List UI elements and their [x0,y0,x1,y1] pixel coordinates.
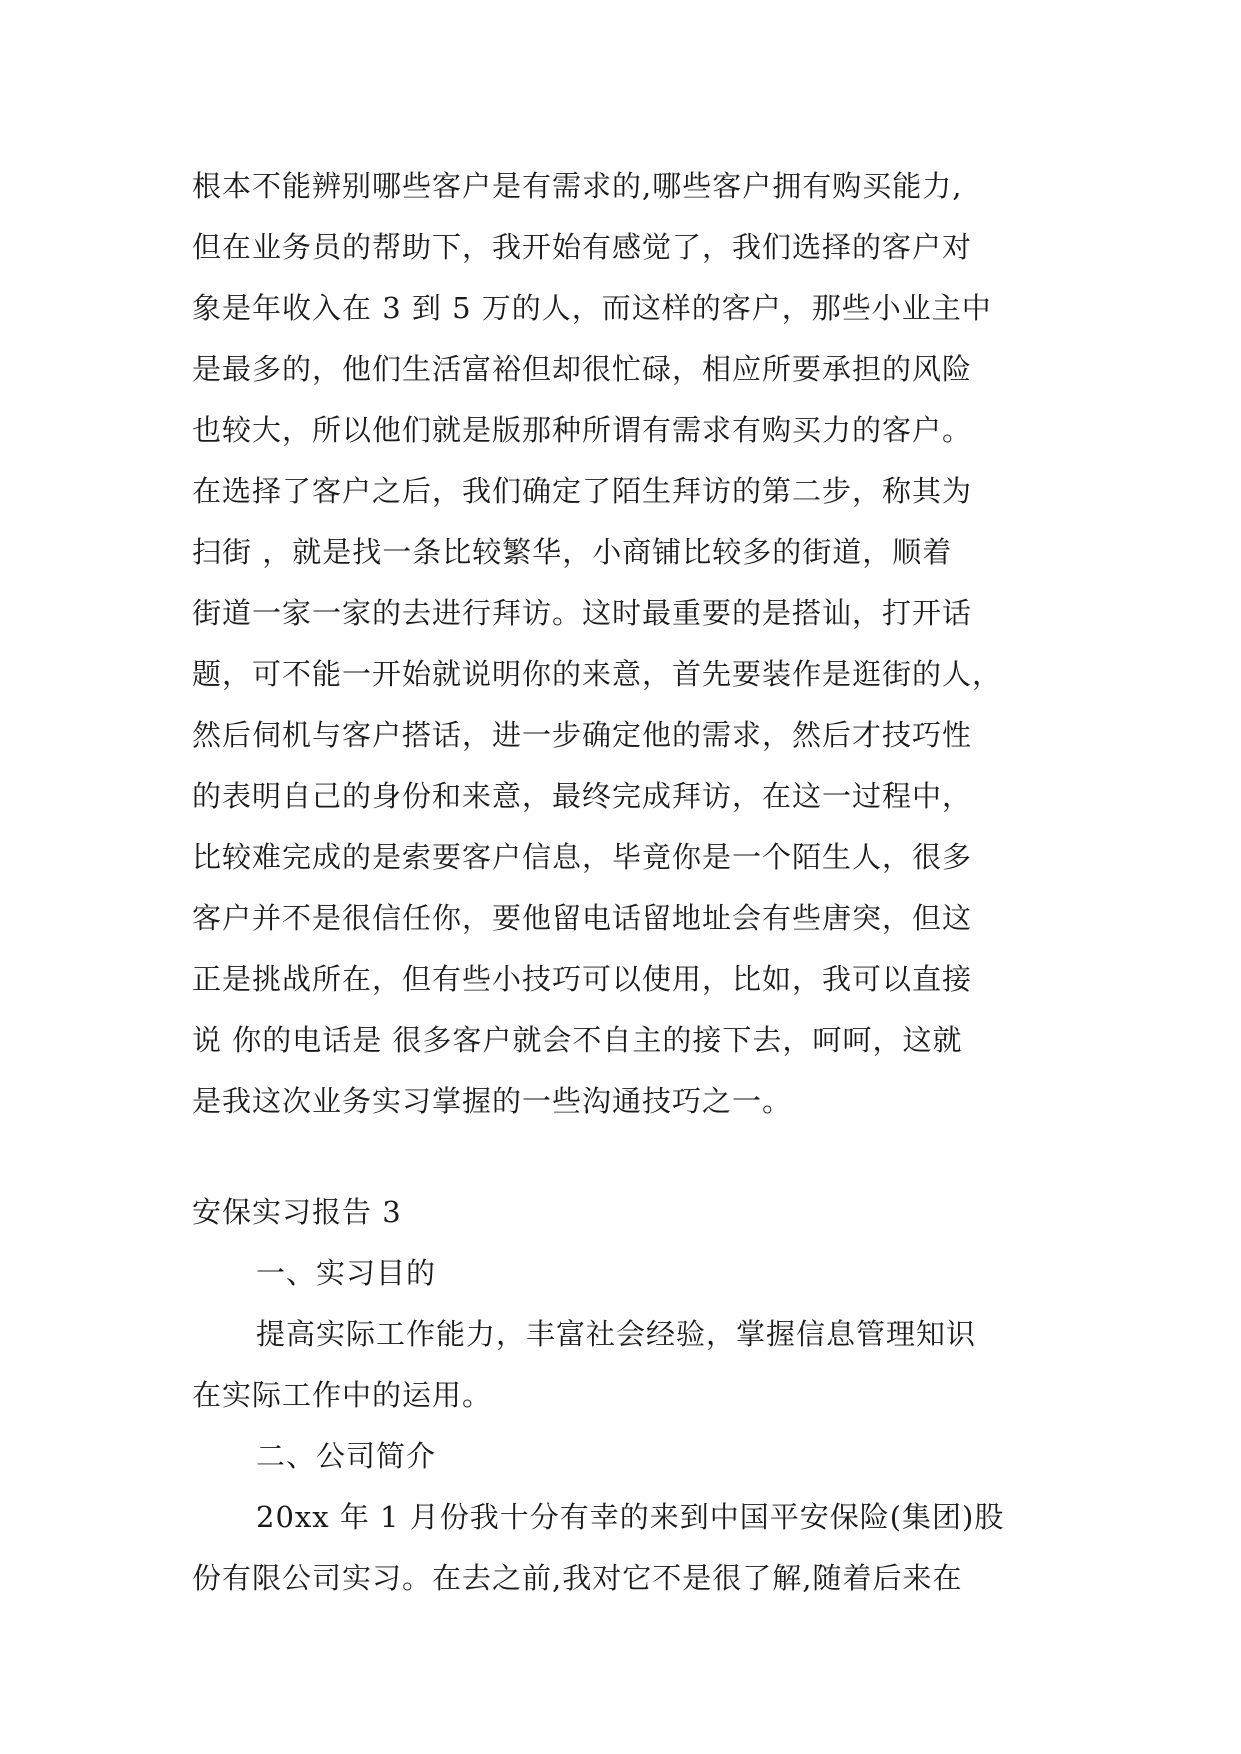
purpose-text-line: 在实际工作中的运用。 [192,1378,493,1412]
body-text-line: 根本不能辨别哪些客户是有需求的,哪些客户拥有购买能力, [192,169,963,203]
section-title: 安保实习报告 3 [192,1195,402,1229]
body-text-line: 然后伺机与客户搭话，进一步确定他的需求，然后才技巧性 [192,718,973,752]
body-text-line: 扫街 ，就是找一条比较繁华，小商铺比较多的街道，顺着 [192,535,953,569]
body-text-line: 象是年收入在 3 到 5 万的人，而这样的客户，那些小业主中 [192,291,992,325]
body-text-line: 题，可不能一开始就说明你的来意，首先要装作是逛街的人， [192,657,1003,691]
body-text-line: 正是挑战所在，但有些小技巧可以使用，比如，我可以直接 [192,962,973,996]
body-text-line: 是最多的，他们生活富裕但却很忙碌，相应所要承担的风险 [192,352,973,386]
body-text-line: 比较难完成的是索要客户信息，毕竟你是一个陌生人，很多 [192,840,973,874]
body-text-line: 客户并不是很信任你，要他留电话留地址会有些唐突，但这 [192,901,973,935]
intro-text-line: 20xx 年 1 月份我十分有幸的来到中国平安保险(集团)股 [256,1500,1005,1534]
body-text-line: 是我这次业务实习掌握的一些沟通技巧之一。 [192,1084,793,1118]
purpose-text-line: 提高实际工作能力，丰富社会经验，掌握信息管理知识 [256,1317,977,1351]
heading-company-intro: 二、公司简介 [256,1439,437,1473]
intro-text-line: 份有限公司实习。在去之前,我对它不是很了解,随着后来在 [192,1561,963,1595]
body-text-line: 街道一家一家的去进行拜访。这时最重要的是搭讪，打开话 [192,596,973,630]
body-text-line: 的表明自己的身份和来意，最终完成拜访，在这一过程中， [192,779,973,813]
body-text-line: 也较大，所以他们就是版那种所谓有需求有购买力的客户。 [192,413,973,447]
body-text-line: 在选择了客户之后，我们确定了陌生拜访的第二步，称其为 [192,474,973,508]
heading-purpose: 一、实习目的 [256,1256,437,1290]
body-text-line: 说 你的电话是 很多客户就会不自主的接下去，呵呵，这就 [192,1023,963,1057]
body-text-line: 但在业务员的帮助下，我开始有感觉了，我们选择的客户对 [192,230,973,264]
